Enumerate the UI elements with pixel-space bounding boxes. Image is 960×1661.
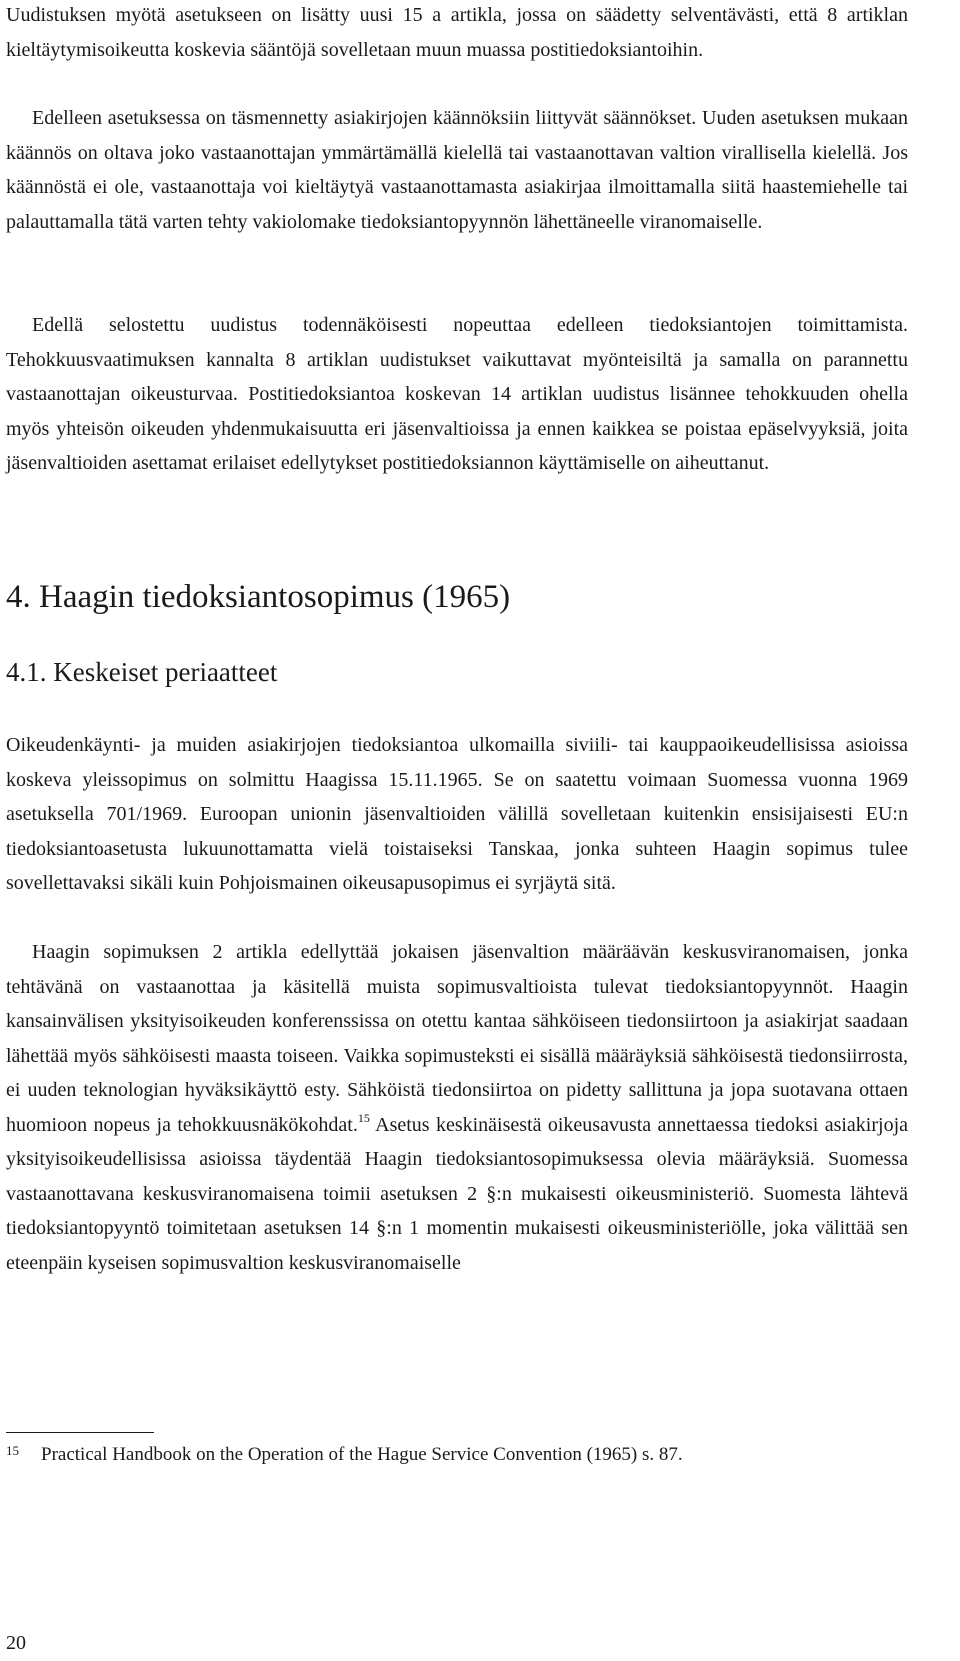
subsection-heading: 4.1. Keskeiset periaatteet (6, 657, 278, 687)
page-number: 20 (6, 1632, 26, 1654)
footnote-text: Practical Handbook on the Operation of the Hague Service Convention (1965) s. 87. (41, 1444, 683, 1465)
paragraph-kaannokset: Edelleen asetuksessa on täsmennetty asiakirjojen käännöksiin liittyvät säännökset. Uuden asetuksen mukaan käännös on oltava joko vastaanottajan ymmärtämällä kielellä tai vastaanottavan valtion virallisella kielellä. Jos käännöstä ei ole, vastaanottaja voi kieltäytyä vastaanottamasta asiakirjaa ilmoittamalla siitä haastemiehelle tai palauttamalla tätä varten tehty vakiolomake tiedoksiantopyynnön lähettäneelle viranomaiselle. (6, 107, 908, 233)
paragraph-haagin-yleissopimus: Oikeudenkäynti- ja muiden asiakirjojen tiedoksiantoa ulkomailla siviili- tai kauppaoikeudellisissa asioissa koskeva yleissopimus on solmittu Haagissa 15.11.1965. Se on saatettu voimaan Suomessa vuonna 1969 asetuksella 701/1969. Euroopan unionin jäsenvaltioiden välillä sovelletaan kuitenkin ensisijaisesti EU:n tiedoksiantoasetusta lukuunottamatta vielä toistaiseksi Tanskaa, jonka suhteen Haagin sopimus tulee sovellettavaksi sikäli kuin Pohjoismainen oikeusapusopimus ei syrjäytä sitä. (6, 734, 908, 894)
paragraph-text-before-ref: Haagin sopimuksen 2 artikla edellyttää jokaisen jäsenvaltion määräävän keskusviranomaisen, jonka tehtävänä on vastaanottaa ja käsitellä muista sopimusvaltioista tulevat tiedoksiantopyynnöt. Haagin kansainvälisen yksityisoikeuden konferenssissa on otettu kantaa sähköiseen tiedonsiirtoon ja asiakirjat saadaan lähettää myös sähköisesti maasta toiseen. Vaikka sopimusteksti ei sisällä määräyksiä sähköisestä tiedonsiirrosta, ei uuden teknologian hyväksikäyttö esty. Sähköistä tiedonsiirtoa on pidetty sallittuna ja jopa suotavana ottaen huomioon nopeus ja tehokkuusnäkökohdat. (6, 941, 908, 1136)
section-heading: 4. Haagin tiedoksiantosopimus (1965) (6, 579, 511, 615)
footnote-divider (6, 1432, 154, 1433)
footnote-reference[interactable]: 15 (357, 1110, 370, 1125)
paragraph-text-after-ref: Asetus keskinäisestä oikeusavusta annettaessa tiedoksi asiakirjoja yksityisoikeudellisissa asioissa täydentää Haagin tiedoksiantosopimuksessa olevia määräyksiä. Suomessa vastaanottavana keskusviranomaisena toimii asetuksen 2 §:n mukaisesti oikeusministeriö. Suomesta lähtevä tiedoksiantopyyntö toimitetaan asetuksen 14 §:n 1 momentin mukaisesti oikeusministeriölle, joka välittää sen eteenpäin kyseisen sopimusvaltion keskusviranomaiselle (6, 1113, 909, 1274)
paragraph-asetus-15a: Uudistuksen myötä asetukseen on lisätty uusi 15 a artikla, jossa on säädetty selventävästi, että 8 artiklan kieltäytymisoikeutta koskevia sääntöjä sovelletaan muun muassa postitiedoksiantoihin. (6, 4, 908, 61)
paragraph-uudistus-arvio: Edellä selostettu uudistus todennäköisesti nopeuttaa edelleen tiedoksiantojen toimittamista. Tehokkuusvaatimuksen kannalta 8 artiklan uudistukset vaikuttavat myönteisiltä ja samalla on parannettu vastaanottajan oikeusturvaa. Postitiedoksiantoa koskevan 14 artiklan uudistus lisännee tehokkuuden ohella myös yhteisön oikeuden yhdenmukaisuutta eri jäsenvaltioissa ja ennen kaikkea se poistaa epäselvyyksiä, joita jäsenvaltioiden asettamat erilaiset edellytykset postitiedoksiannon käyttämiselle on aiheuttanut. (6, 314, 908, 474)
footnote-number: 15 (6, 1443, 19, 1458)
paragraph-keskusviranomainen (6, 935, 908, 1280)
